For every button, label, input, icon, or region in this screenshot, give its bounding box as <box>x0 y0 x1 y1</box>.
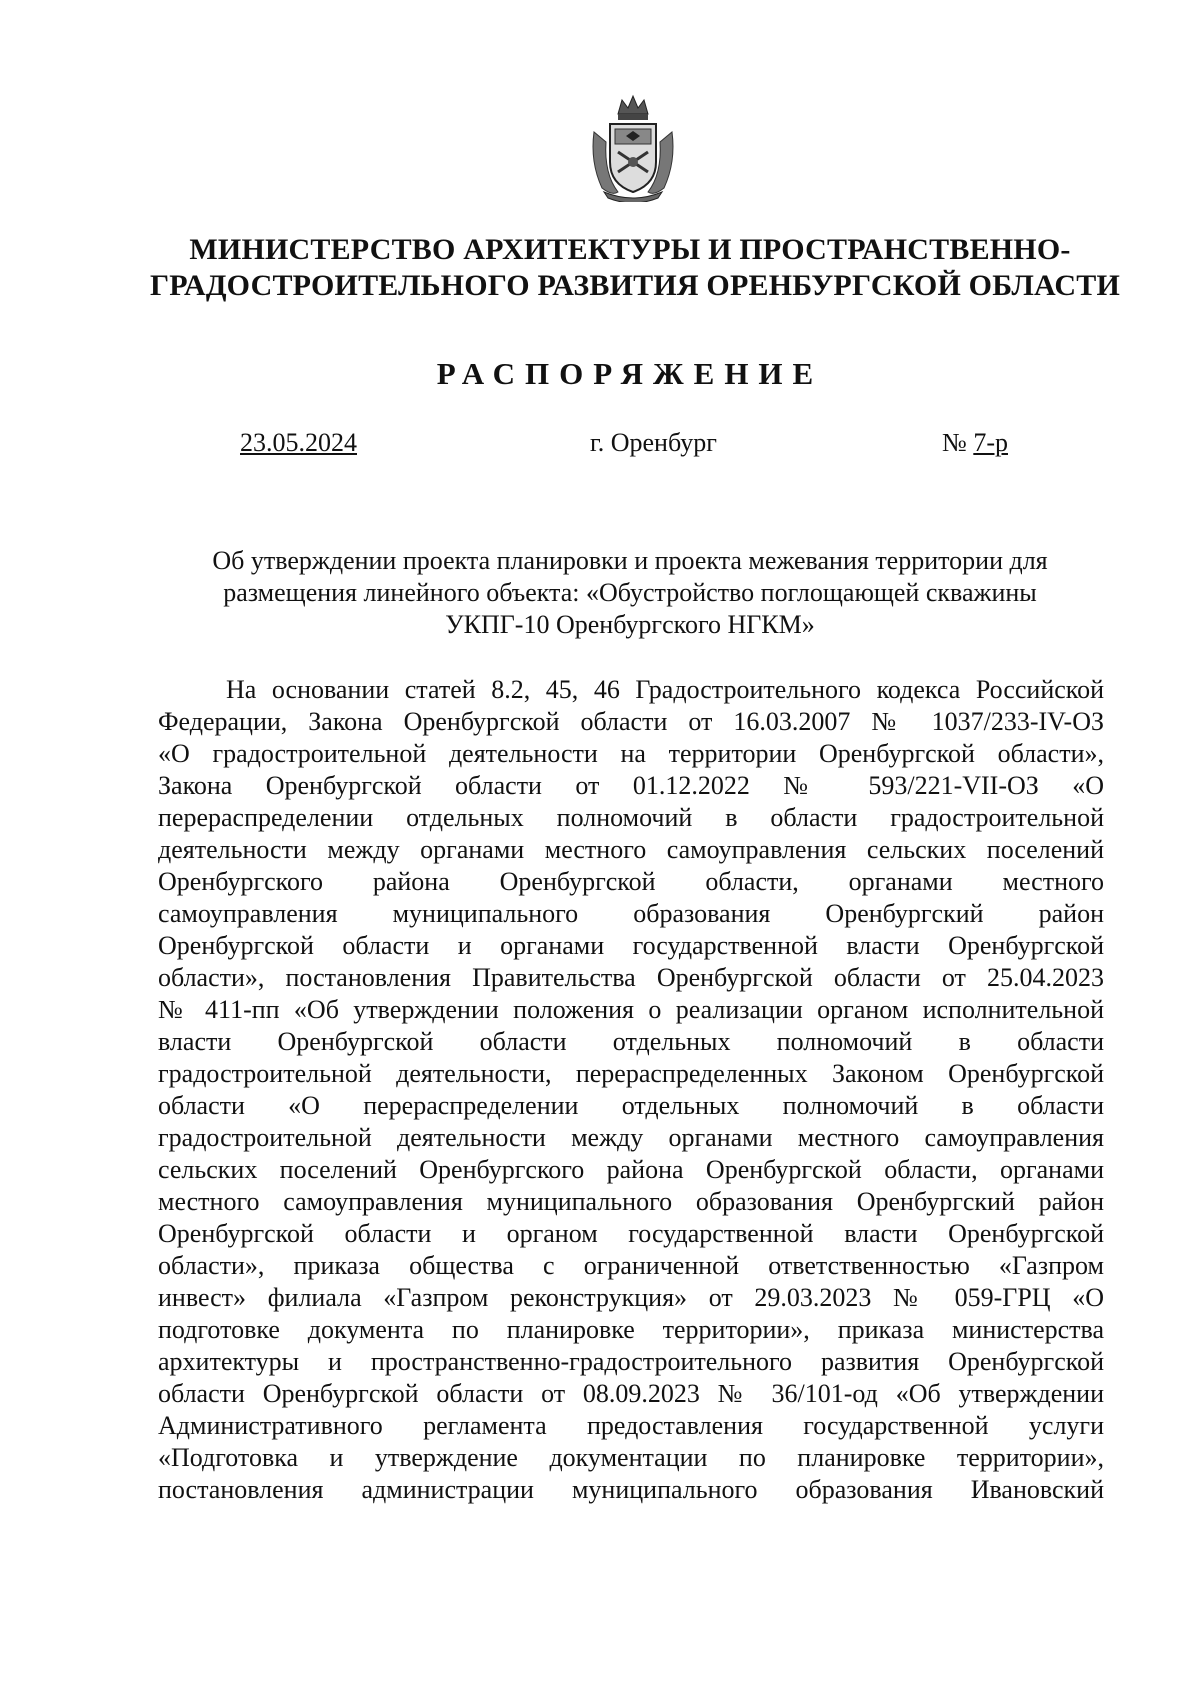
ministry-name <box>150 232 1121 304</box>
body-line: области», постановления Правительства Оренбургской области от 25.04.2023 <box>158 963 1104 992</box>
document-subject <box>160 545 1100 641</box>
coat-of-arms-icon <box>588 92 678 202</box>
body-line: подготовке документа по планировке территории», приказа министерства <box>158 1315 1104 1344</box>
ministry-line-2: ГРАДОСТРОИТЕЛЬНОГО РАЗВИТИЯ ОРЕНБУРГСКОЙ ОБЛАСТИ <box>150 269 1121 302</box>
body-line: Административного регламента предоставления государственной услуги <box>158 1411 1104 1440</box>
body-line: инвест» филиала «Газпром реконструкция» от 29.03.2023 № 059-ГРЦ «О <box>158 1283 1104 1312</box>
document-type-title: РАСПОРЯЖЕНИЕ <box>436 356 824 391</box>
document-city: г. Оренбург <box>590 428 717 457</box>
body-line: Оренбургской области и органами государственной власти Оренбургской <box>158 931 1104 960</box>
body-line: Оренбургской области и органом государственной власти Оренбургской <box>158 1219 1104 1248</box>
body-line: № 411-пп «Об утверждении положения о реализации органом исполнительной <box>158 995 1104 1024</box>
body-line: области Оренбургской области от 08.09.2023 № 36/101-од «Об утверждении <box>158 1379 1104 1408</box>
document-body <box>158 674 1104 1506</box>
body-line: Федерации, Закона Оренбургской области от 16.03.2007 № 1037/233-IV-ОЗ <box>158 707 1104 736</box>
subject-line: Об утверждении проекта планировки и проекта межевания территории для <box>212 546 1048 575</box>
subject-line: УКПГ-10 Оренбургского НГКМ» <box>445 610 815 639</box>
body-line: деятельности между органами местного самоуправления сельских поселений <box>158 835 1104 864</box>
body-line: архитектуры и пространственно-градостроительного развития Оренбургской <box>158 1347 1104 1376</box>
body-line: местного самоуправления муниципального образования Оренбургский район <box>158 1187 1104 1216</box>
body-line: области «О перераспределении отдельных полномочий в области <box>158 1091 1104 1120</box>
body-line: градостроительной деятельности между органами местного самоуправления <box>158 1123 1104 1152</box>
body-line: «Подготовка и утверждение документации по планировке территории», <box>158 1443 1104 1472</box>
subject-line: размещения линейного объекта: «Обустройство поглощающей скважины <box>223 578 1037 607</box>
body-line: перераспределении отдельных полномочий в области градостроительной <box>158 803 1104 832</box>
body-line: власти Оренбургской области отдельных полномочий в области <box>158 1027 1104 1056</box>
ministry-line-1: МИНИСТЕРСТВО АРХИТЕКТУРЫ И ПРОСТРАНСТВЕННО- <box>189 233 1071 266</box>
body-line: постановления администрации муниципального образования Ивановский <box>158 1475 1104 1504</box>
body-line: сельских поселений Оренбургского района Оренбургской области, органами <box>158 1155 1104 1184</box>
body-line: «О градостроительной деятельности на территории Оренбургской области», <box>158 739 1104 768</box>
document-number <box>942 428 1008 458</box>
document-number-value: 7-р <box>973 428 1008 457</box>
body-line: самоуправления муниципального образования Оренбургский район <box>158 899 1104 928</box>
body-line: области», приказа общества с ограниченной ответственностью «Газпром <box>158 1251 1104 1280</box>
body-line: На основании статей 8.2, 45, 46 Градостроительного кодекса Российской <box>226 675 1104 704</box>
body-line: Оренбургского района Оренбургской области, органами местного <box>158 867 1104 896</box>
body-line: Закона Оренбургской области от 01.12.2022 № 593/221-VII-ОЗ «О <box>158 771 1104 800</box>
body-line: градостроительной деятельности, перераспределенных Законом Оренбургской <box>158 1059 1104 1088</box>
document-date: 23.05.2024 <box>240 428 357 457</box>
document-number-prefix: № <box>942 428 974 457</box>
